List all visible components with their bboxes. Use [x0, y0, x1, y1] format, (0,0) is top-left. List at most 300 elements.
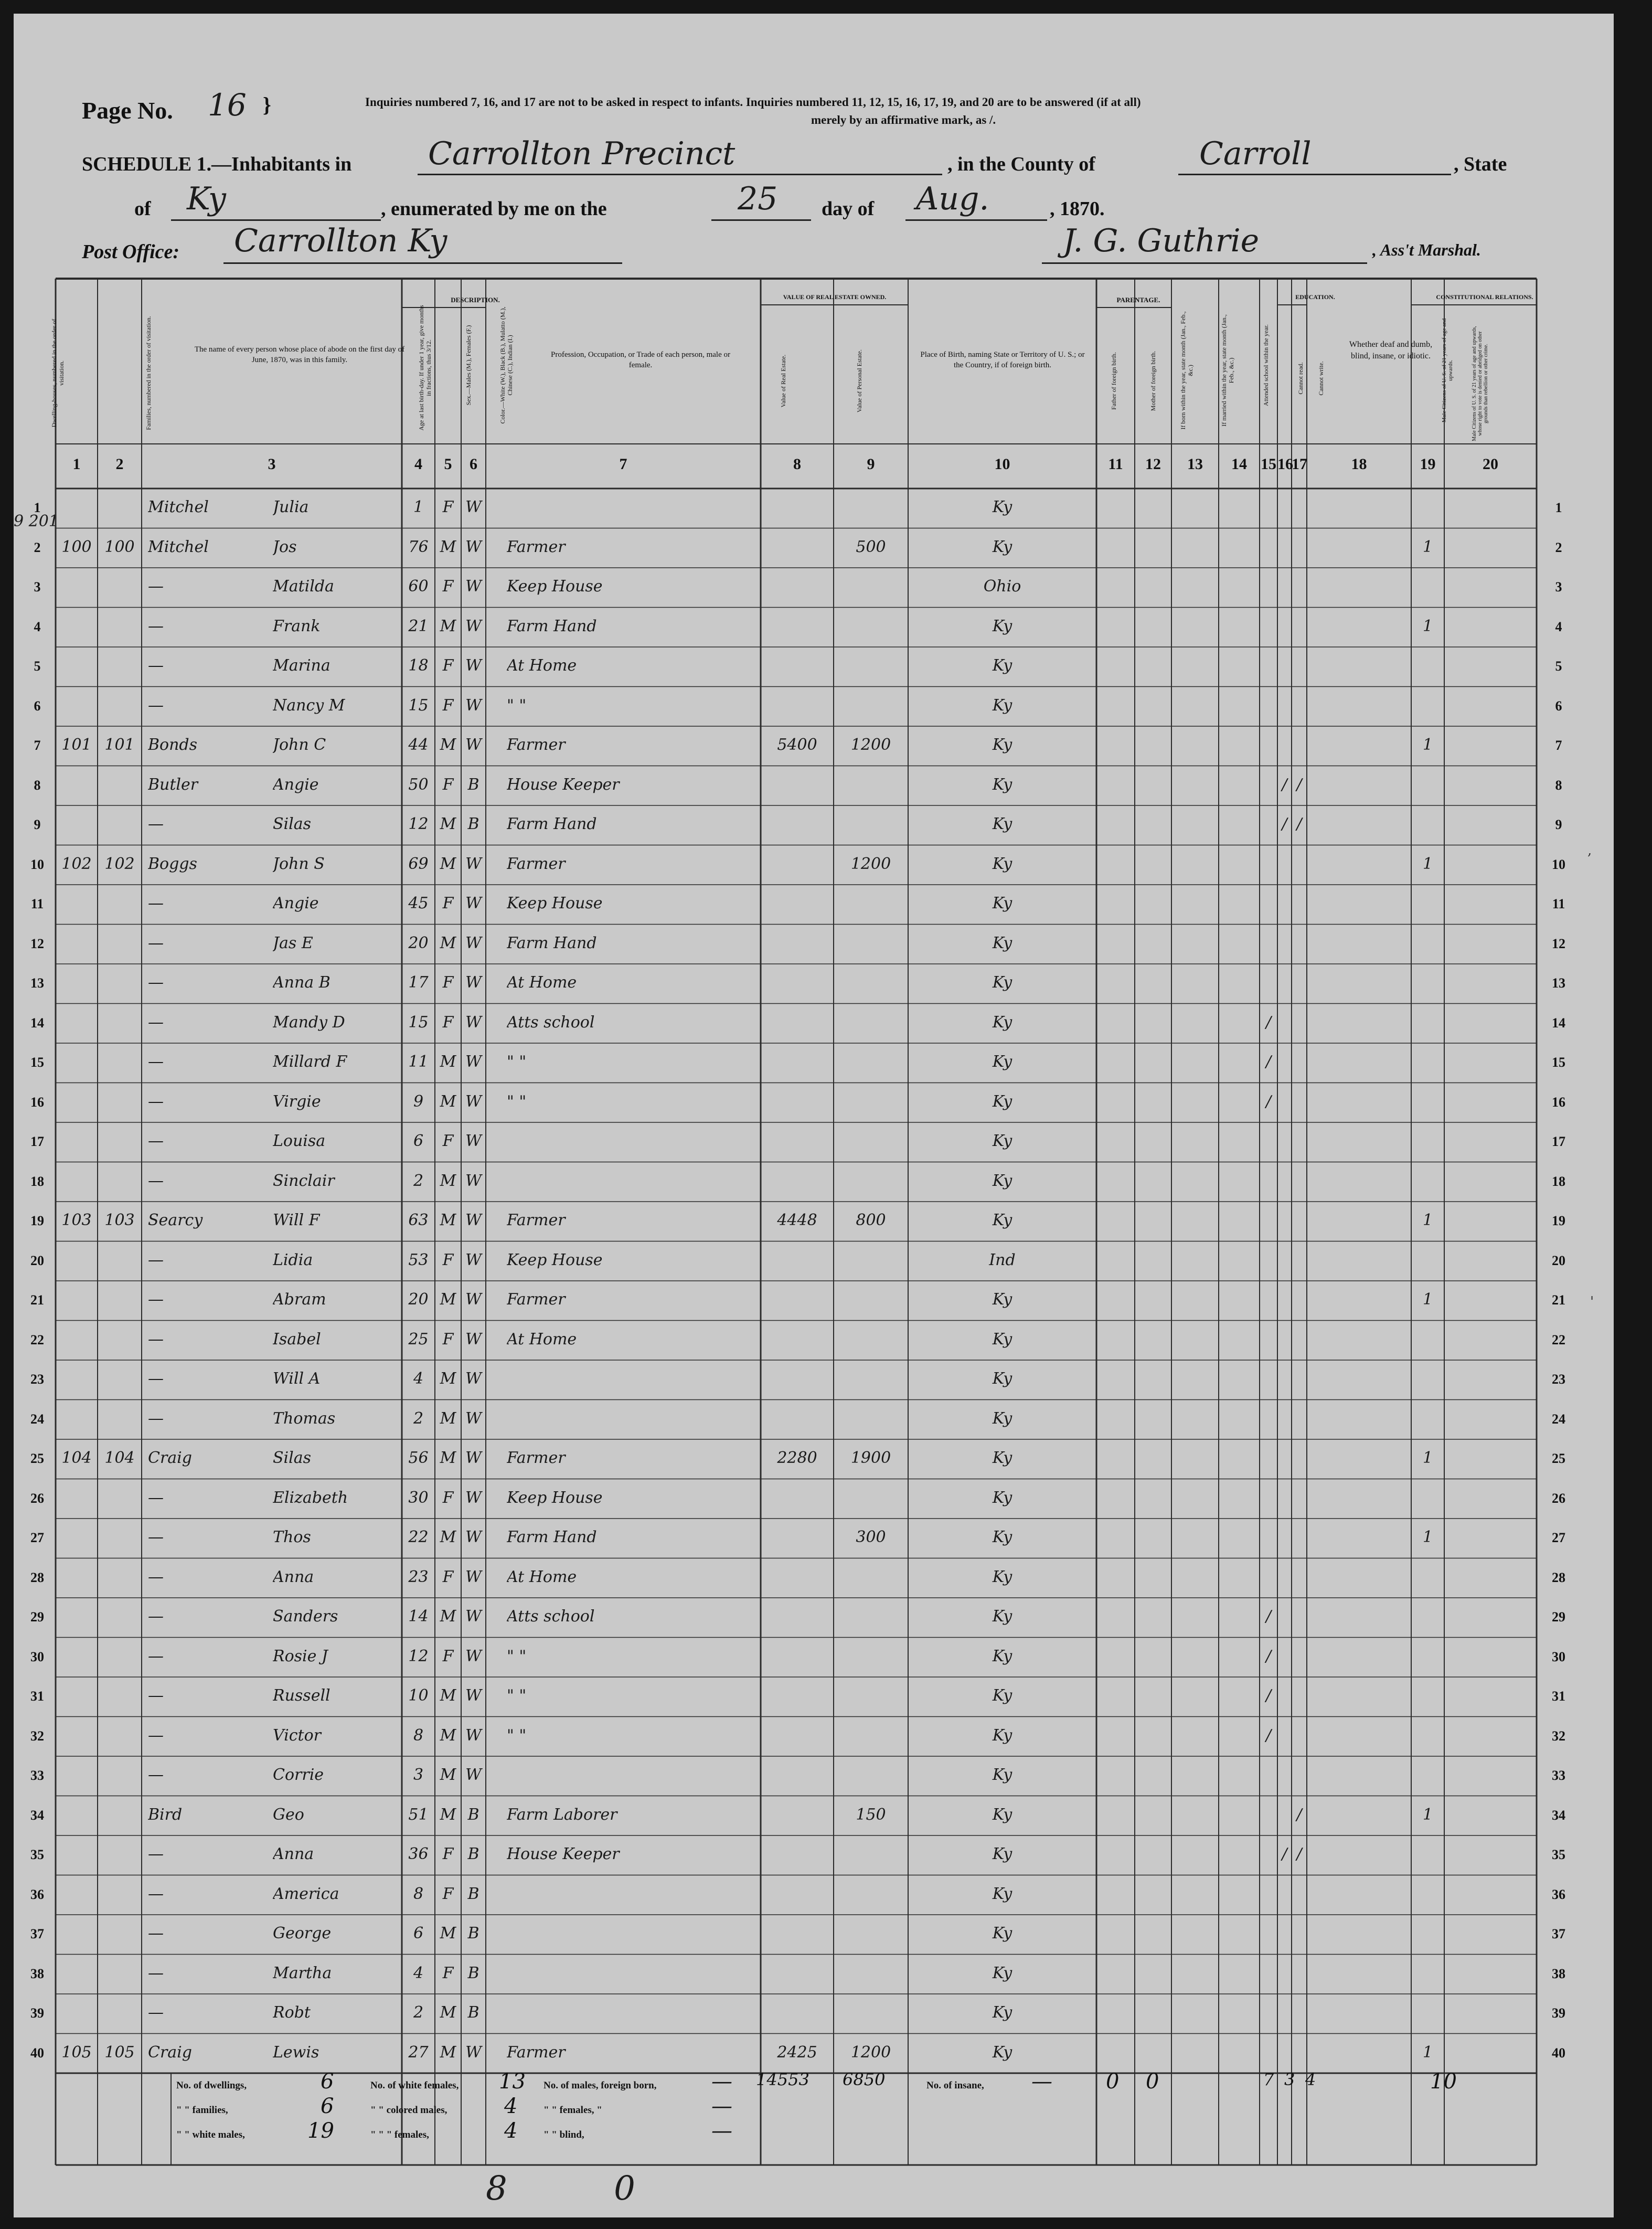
row-number-right: 33	[1552, 1768, 1565, 1783]
surname: —	[148, 1370, 164, 1388]
color: W	[465, 1607, 482, 1626]
given-name: Marina	[273, 656, 331, 675]
place-of-birth: Ky	[992, 537, 1012, 556]
given-name: Rosie J	[273, 1647, 328, 1665]
totals-insane: —	[1031, 2069, 1052, 2094]
color: W	[465, 1686, 482, 1705]
given-name: America	[273, 1884, 339, 1903]
place-of-birth: Ky	[992, 1607, 1012, 1626]
attended-school: /	[1265, 1607, 1272, 1626]
age: 20	[408, 933, 429, 952]
cannot-write: /	[1296, 1845, 1302, 1863]
row-number-right: 21	[1552, 1292, 1565, 1308]
surname: —	[148, 1092, 164, 1111]
sex: M	[440, 1053, 456, 1071]
surname: —	[148, 617, 164, 635]
marshal-label: , Ass't Marshal.	[1372, 240, 1481, 259]
instructions-line-1: Inquiries numbered 7, 16, and 17 are not to be asked in respect to infants. Inquiries numbered 11, 12, 15, 16, 17, 19, and 20 are to be answered (if at all)	[365, 95, 1141, 109]
row-number-right: 4	[1555, 619, 1562, 634]
age: 6	[413, 1924, 424, 1943]
attended-school: /	[1265, 1053, 1272, 1071]
sex: M	[440, 1924, 456, 1943]
place-of-birth: Ky	[992, 1211, 1012, 1229]
color: W	[465, 1528, 482, 1546]
color: W	[465, 1171, 482, 1190]
color: W	[465, 1567, 482, 1586]
surname: Searcy	[148, 1211, 203, 1229]
totals-foreign-males-label: No. of males, foreign born,	[543, 2080, 657, 2091]
enumeration-day: 25	[738, 181, 778, 217]
row-number-right: 26	[1552, 1490, 1565, 1506]
state-name: Ky	[187, 181, 226, 217]
age: 15	[408, 696, 429, 715]
row-number-right: 6	[1555, 698, 1562, 714]
occupation: " "	[507, 1053, 527, 1071]
age: 12	[408, 1647, 429, 1665]
personal-estate-value: 1200	[850, 854, 891, 873]
sex: F	[442, 1330, 454, 1349]
surname: —	[148, 1409, 164, 1428]
place-of-birth: Ky	[992, 696, 1012, 715]
color: B	[467, 2003, 479, 2022]
age: 36	[408, 1845, 429, 1863]
place-of-birth: Ky	[992, 2043, 1012, 2062]
color: B	[467, 1884, 479, 1903]
row-number-left: 15	[30, 1055, 44, 1070]
color: B	[467, 1963, 479, 1982]
age: 30	[408, 1488, 429, 1507]
totals-real-estate: 14553	[756, 2069, 809, 2089]
real-estate-value: 2280	[777, 1449, 817, 1467]
totals-colored-females: 4	[504, 2119, 518, 2143]
occupation: Farmer	[507, 1449, 566, 1467]
row-number-left: 23	[30, 1372, 44, 1387]
header-col-14: If married within the year, state month (Jan., Feb., &c.)	[1220, 314, 1235, 427]
surname: —	[148, 1963, 164, 1982]
age: 1	[413, 498, 424, 516]
place-of-birth: Ind	[989, 1250, 1016, 1269]
personal-estate-value: 1900	[850, 1449, 891, 1467]
sex: M	[440, 1686, 456, 1705]
sex: F	[442, 894, 454, 912]
totals-citizens: 10	[1430, 2069, 1457, 2094]
occupation: House Keeper	[507, 775, 620, 794]
place-of-birth: Ohio	[983, 577, 1021, 596]
row-number-right: 36	[1552, 1886, 1565, 1902]
attended-school: /	[1265, 1647, 1272, 1665]
age: 50	[408, 775, 429, 794]
age: 18	[408, 656, 429, 675]
row-number-left: 6	[34, 698, 41, 714]
sex: F	[442, 973, 454, 992]
occupation: Farm Hand	[507, 1528, 597, 1546]
totals-white-females-label: No. of white females,	[370, 2080, 459, 2091]
column-number: 18	[1351, 455, 1367, 473]
row-number-left: 18	[30, 1173, 44, 1189]
group-constitutional: CONSTITUTIONAL RELATIONS.	[1436, 293, 1533, 301]
county-label: , in the County of	[947, 153, 1095, 175]
occupation: " "	[507, 696, 527, 715]
column-number: 12	[1145, 455, 1161, 473]
surname: —	[148, 1766, 164, 1784]
occupation: At Home	[507, 1567, 577, 1586]
occupation: Atts school	[507, 1607, 595, 1626]
given-name: Geo	[273, 1805, 304, 1824]
surname: —	[148, 1647, 164, 1665]
group-education: EDUCATION.	[1295, 293, 1335, 301]
row-number-right: 13	[1552, 975, 1565, 991]
age: 6	[413, 1132, 424, 1150]
given-name: Anna	[273, 1845, 314, 1863]
surname: Boggs	[148, 854, 197, 873]
sex: F	[442, 656, 454, 675]
row-number-left: 39	[30, 2005, 44, 2021]
column-number: 14	[1231, 455, 1247, 473]
occupation: At Home	[507, 1330, 577, 1349]
real-estate-value: 4448	[777, 1211, 817, 1229]
row-number-right: 5	[1555, 659, 1562, 674]
instructions-line-2: merely by an affirmative mark, as /.	[811, 113, 996, 126]
given-name: Louisa	[273, 1132, 326, 1150]
surname: —	[148, 1607, 164, 1626]
row-number-left: 20	[30, 1253, 44, 1268]
age: 23	[408, 1567, 429, 1586]
color: W	[465, 1330, 482, 1349]
dwelling-number: 105	[61, 2043, 92, 2062]
color: W	[465, 1647, 482, 1665]
place-of-birth: Ky	[992, 933, 1012, 952]
surname: —	[148, 696, 164, 715]
totals-colored-females-label: " " " females,	[370, 2129, 429, 2140]
column-number: 4	[414, 455, 422, 473]
column-number: 16	[1277, 455, 1293, 473]
row-number-left: 34	[30, 1807, 44, 1823]
occupation: Farmer	[507, 537, 566, 556]
cannot-read: /	[1282, 1845, 1287, 1863]
place-of-birth: Ky	[992, 1647, 1012, 1665]
color: W	[465, 1132, 482, 1150]
header-col-12: Mother of foreign birth.	[1149, 351, 1157, 411]
color: W	[465, 537, 482, 556]
row-number-left: 38	[30, 1966, 44, 1981]
color: W	[465, 696, 482, 715]
cannot-write: /	[1296, 775, 1302, 794]
surname: —	[148, 1132, 164, 1150]
row-number-right: 25	[1552, 1451, 1565, 1466]
surname: —	[148, 1884, 164, 1903]
place-of-birth: Ky	[992, 1053, 1012, 1071]
row-number-left: 21	[30, 1292, 44, 1308]
sex: F	[442, 1567, 454, 1586]
place-of-birth: Ky	[992, 894, 1012, 912]
given-name: Jas E	[273, 933, 313, 952]
place-of-birth: Ky	[992, 1370, 1012, 1388]
male-citizen: 1	[1422, 1211, 1433, 1229]
age: 14	[408, 1607, 429, 1626]
place-of-birth: Ky	[992, 2003, 1012, 2022]
surname: —	[148, 1250, 164, 1269]
age: 25	[408, 1330, 429, 1349]
place-of-birth: Ky	[992, 815, 1012, 833]
row-number-left: 8	[34, 777, 41, 793]
post-office-label: Post Office:	[82, 241, 180, 263]
sex: M	[440, 815, 456, 833]
row-number-left: 40	[30, 2045, 44, 2061]
census-sheet	[14, 14, 1614, 2217]
place-of-birth: Ky	[992, 1092, 1012, 1111]
row-number-left: 5	[34, 659, 41, 674]
color: W	[465, 1053, 482, 1071]
row-number-right: 1	[1555, 500, 1562, 515]
color: W	[465, 933, 482, 952]
color: W	[465, 894, 482, 912]
totals-blind-label: " " blind,	[543, 2129, 584, 2140]
given-name: Robt	[273, 2003, 311, 2022]
row-number-right: 37	[1552, 1926, 1565, 1941]
sex: M	[440, 1766, 456, 1784]
family-number: 102	[104, 854, 135, 873]
place-of-birth: Ky	[992, 736, 1012, 754]
row-number-right: 22	[1552, 1332, 1565, 1347]
age: 15	[408, 1013, 429, 1032]
age: 12	[408, 815, 429, 833]
column-number: 10	[994, 455, 1010, 473]
family-number: 104	[104, 1449, 135, 1467]
occupation: Farmer	[507, 1211, 566, 1229]
male-citizen: 1	[1422, 2043, 1433, 2062]
column-number: 3	[268, 455, 276, 473]
occupation: At Home	[507, 656, 577, 675]
sex: F	[442, 498, 454, 516]
male-citizen: 1	[1422, 1449, 1433, 1467]
place-of-birth: Ky	[992, 617, 1012, 635]
sex: F	[442, 1884, 454, 1903]
given-name: Anna	[273, 1567, 314, 1586]
age: 20	[408, 1290, 429, 1309]
place-of-birth: Ky	[992, 1449, 1012, 1467]
given-name: Silas	[273, 815, 312, 833]
given-name: John C	[273, 736, 326, 754]
sex: M	[440, 1449, 456, 1467]
age: 53	[408, 1250, 429, 1269]
row-number-right: 15	[1552, 1055, 1565, 1070]
row-number-left: 9	[34, 817, 41, 832]
given-name: Russell	[273, 1686, 331, 1705]
surname: —	[148, 1171, 164, 1190]
header-col-4: Age at last birth-day. If under 1 year, give months in fractions, thus 3/12.	[418, 305, 432, 431]
header-col-5: Sex.—Males (M.), Females (F.)	[465, 325, 472, 406]
page-label: Page No.	[82, 97, 173, 124]
surname: —	[148, 1488, 164, 1507]
sex: M	[440, 1290, 456, 1309]
sex: F	[442, 1845, 454, 1863]
occupation: Farmer	[507, 736, 566, 754]
row-number-right: 20	[1552, 1253, 1565, 1268]
row-number-left: 31	[30, 1689, 44, 1704]
given-name: Sinclair	[273, 1171, 335, 1190]
given-name: Angie	[273, 775, 319, 794]
color: W	[465, 1766, 482, 1784]
row-number-right: 24	[1552, 1411, 1565, 1427]
sex: M	[440, 1370, 456, 1388]
totals-white-males-label: " " white males,	[176, 2129, 245, 2140]
given-name: Will A	[273, 1370, 321, 1388]
place-of-birth: Ky	[992, 656, 1012, 675]
color: W	[465, 1013, 482, 1032]
age: 17	[408, 973, 429, 992]
row-number-right: 11	[1552, 896, 1565, 911]
age: 56	[408, 1449, 429, 1467]
male-citizen: 1	[1422, 1290, 1433, 1309]
color: B	[467, 815, 479, 833]
given-name: Lidia	[273, 1250, 313, 1269]
personal-estate-value: 1200	[850, 2043, 891, 2062]
color: W	[465, 2043, 482, 2062]
place-of-birth: Ky	[992, 1924, 1012, 1943]
age: 2	[413, 2003, 424, 2022]
schedule-label: SCHEDULE 1.—Inhabitants in	[82, 153, 352, 175]
row-number-right: 39	[1552, 2005, 1565, 2021]
place-of-birth: Ky	[992, 1567, 1012, 1586]
family-number: 105	[104, 2043, 135, 2062]
totals-cannot-write: 4	[1305, 2069, 1316, 2089]
row-number-right: 9	[1555, 817, 1562, 832]
post-office: Carrollton Ky	[234, 222, 447, 259]
totals-foreign-females-label: " " females, "	[543, 2105, 602, 2116]
surname: —	[148, 815, 164, 833]
totals-white-females: 13	[499, 2069, 526, 2094]
occupation: " "	[507, 1726, 527, 1745]
column-number: 17	[1292, 455, 1307, 473]
age: 2	[413, 1409, 424, 1428]
given-name: Thos	[273, 1528, 311, 1546]
row-number-right: 18	[1552, 1173, 1565, 1189]
real-estate-value: 5400	[777, 736, 817, 754]
header-col-3: The name of every person whose place of abode on the first day of June, 1870, was in this family.	[194, 345, 405, 364]
given-name: Julia	[273, 498, 309, 516]
row-number-right: 17	[1552, 1134, 1565, 1149]
dwelling-number: 101	[61, 736, 92, 754]
row-number-right: 34	[1552, 1807, 1565, 1823]
sex: M	[440, 1211, 456, 1229]
dwelling-number: 104	[61, 1449, 92, 1467]
color: W	[465, 617, 482, 635]
row-number-right: 30	[1552, 1649, 1565, 1664]
row-number-left: 30	[30, 1649, 44, 1664]
color: W	[465, 1092, 482, 1111]
sex: F	[442, 577, 454, 596]
place-of-birth: Ky	[992, 1488, 1012, 1507]
color: W	[465, 1409, 482, 1428]
given-name: Silas	[273, 1449, 312, 1467]
cannot-read: /	[1282, 775, 1287, 794]
age: 11	[408, 1053, 429, 1071]
place-of-birth: Ky	[992, 775, 1012, 794]
place-of-birth: Ky	[992, 973, 1012, 992]
personal-estate-value: 300	[856, 1528, 886, 1546]
cannot-read: /	[1282, 815, 1287, 833]
age: 2	[413, 1171, 424, 1190]
totals-dwellings-label: No. of dwellings,	[176, 2080, 247, 2091]
header-col-15: Attended school within the year.	[1262, 324, 1270, 406]
given-name: Corrie	[273, 1766, 324, 1784]
day-label: day of	[822, 198, 875, 220]
header-col-6: Color.—White (W.), Black (B.), Mulatto (M.), Chinese (C.), Indian (I.)	[499, 306, 514, 424]
surname: —	[148, 1290, 164, 1309]
row-number-right: 32	[1552, 1728, 1565, 1744]
surname: —	[148, 1686, 164, 1705]
totals-insane-label: No. of insane,	[926, 2080, 984, 2091]
age: 8	[413, 1726, 424, 1745]
occupation: Keep House	[507, 894, 603, 912]
occupation: Farm Hand	[507, 815, 597, 833]
column-number: 5	[444, 455, 452, 473]
occupation: Atts school	[507, 1013, 595, 1032]
age: 76	[408, 537, 429, 556]
age: 10	[408, 1686, 429, 1705]
group-value: VALUE OF REAL ESTATE OWNED.	[783, 293, 887, 301]
row-number-left: 19	[30, 1213, 44, 1228]
surname: —	[148, 1053, 164, 1071]
attended-school: /	[1265, 1092, 1272, 1111]
surname: Mitchel	[148, 537, 209, 556]
row-number-left: 24	[30, 1411, 44, 1427]
color: W	[465, 577, 482, 596]
row-number-right: 7	[1555, 738, 1562, 753]
surname: —	[148, 577, 164, 596]
enumerated-label: , enumerated by me on the	[381, 198, 607, 220]
row-number-right: 28	[1552, 1569, 1565, 1585]
totals-school: 7	[1263, 2069, 1274, 2089]
row-number-right: 8	[1555, 777, 1562, 793]
color: W	[465, 1290, 482, 1309]
header-col-13: If born within the year, state month (Jan., Feb., &c.)	[1179, 311, 1194, 430]
row-number-right: 40	[1552, 2045, 1565, 2061]
surname: —	[148, 2003, 164, 2022]
personal-estate-value: 500	[856, 537, 886, 556]
surname: Craig	[148, 2043, 192, 2062]
row-number-left: 16	[30, 1094, 44, 1110]
header-col-20: Male Citizens of U. S. of 21 years of age and upwards, whose right to vote is denied or abridged on other grounds than rebellion or other crime.	[1472, 326, 1489, 441]
family-number: 103	[104, 1211, 135, 1229]
surname: Bonds	[148, 736, 198, 754]
totals-colored-males: 4	[504, 2094, 518, 2118]
age: 60	[408, 577, 429, 596]
surname: Mitchel	[148, 498, 209, 516]
totals-dwellings: 6	[321, 2069, 334, 2094]
sex: M	[440, 933, 456, 952]
age: 51	[408, 1805, 429, 1824]
given-name: Will F	[273, 1211, 320, 1229]
row-number-left: 1	[34, 500, 41, 515]
color: B	[467, 1924, 479, 1943]
row-number-right: 19	[1552, 1213, 1565, 1228]
surname: —	[148, 894, 164, 912]
row-number-left: 2	[34, 539, 41, 555]
given-name: Millard F	[273, 1053, 347, 1071]
row-number-left: 17	[30, 1134, 44, 1149]
occupation: Farmer	[507, 854, 566, 873]
occupation: Farmer	[507, 2043, 566, 2062]
totals-cannot-read: 3	[1284, 2069, 1295, 2089]
color: W	[465, 1726, 482, 1745]
sex: F	[442, 696, 454, 715]
color: B	[467, 1845, 479, 1863]
male-citizen: 1	[1422, 617, 1433, 635]
column-number: 20	[1483, 455, 1498, 473]
male-citizen: 1	[1422, 854, 1433, 873]
sex: M	[440, 1528, 456, 1546]
